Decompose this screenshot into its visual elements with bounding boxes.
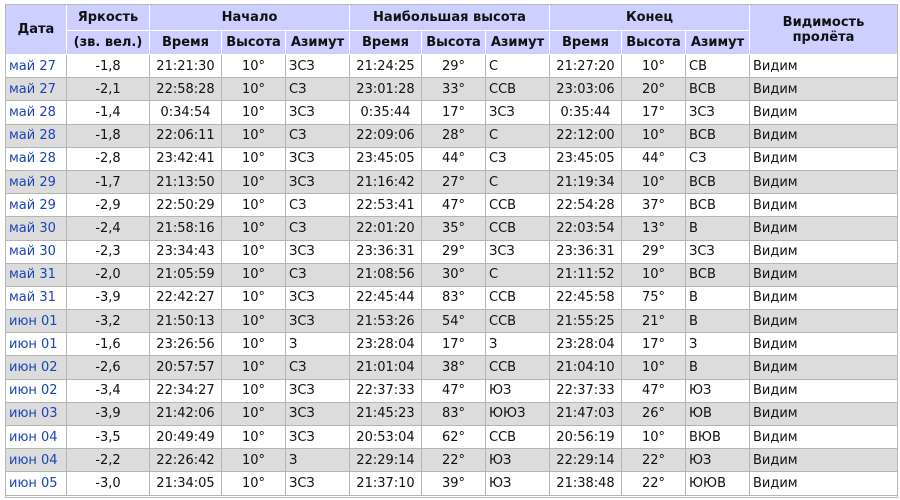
brightness-cell: -3,5 bbox=[67, 426, 150, 449]
max-azimuth-cell: ЮЗ bbox=[486, 472, 550, 495]
date-link[interactable]: май 29 bbox=[6, 194, 67, 217]
table-row bbox=[6, 148, 897, 171]
visibility-cell: Видим bbox=[750, 287, 897, 310]
start-altitude-cell: 10° bbox=[222, 403, 286, 426]
start-azimuth-cell: СЗ bbox=[286, 78, 350, 101]
max-altitude-cell: 30° bbox=[422, 264, 486, 287]
brightness-cell: -3,2 bbox=[67, 310, 150, 333]
start-altitude-cell: 10° bbox=[222, 55, 286, 78]
start-azimuth-cell: З bbox=[286, 449, 350, 472]
start-azimuth-cell: ЗСЗ bbox=[286, 148, 350, 171]
start-altitude-cell: 10° bbox=[222, 264, 286, 287]
header-max-time: Время bbox=[350, 31, 422, 55]
end-altitude-cell: 20° bbox=[622, 78, 686, 101]
visibility-cell: Видим bbox=[750, 148, 897, 171]
header-start-altitude: Высота bbox=[222, 31, 286, 55]
end-time-cell: 22:45:58 bbox=[550, 287, 622, 310]
max-azimuth-cell: З bbox=[486, 333, 550, 356]
satellite-passes-table bbox=[6, 5, 897, 496]
date-link[interactable]: май 31 bbox=[6, 264, 67, 287]
visibility-cell: Видим bbox=[750, 380, 897, 403]
brightness-cell: -3,4 bbox=[67, 380, 150, 403]
table-row bbox=[6, 264, 897, 287]
table-row bbox=[6, 241, 897, 264]
brightness-cell: -3,9 bbox=[67, 403, 150, 426]
end-azimuth-cell: ЮЗ bbox=[686, 449, 750, 472]
end-azimuth-cell: ВСВ bbox=[686, 171, 750, 194]
max-altitude-cell: 29° bbox=[422, 55, 486, 78]
date-link[interactable]: май 27 bbox=[6, 78, 67, 101]
header-start: Начало bbox=[150, 5, 350, 31]
date-link[interactable]: май 27 bbox=[6, 55, 67, 78]
visibility-cell: Видим bbox=[750, 426, 897, 449]
start-time-cell: 21:13:50 bbox=[150, 171, 222, 194]
max-azimuth-cell: ССВ bbox=[486, 356, 550, 379]
max-azimuth-cell: ССВ bbox=[486, 310, 550, 333]
max-time-cell: 21:08:56 bbox=[350, 264, 422, 287]
start-time-cell: 22:34:27 bbox=[150, 380, 222, 403]
end-azimuth-cell: В bbox=[686, 287, 750, 310]
end-altitude-cell: 21° bbox=[622, 310, 686, 333]
max-azimuth-cell: С bbox=[486, 55, 550, 78]
table-row bbox=[6, 449, 897, 472]
max-azimuth-cell: ЮЗ bbox=[486, 380, 550, 403]
start-time-cell: 21:05:59 bbox=[150, 264, 222, 287]
date-link[interactable]: май 31 bbox=[6, 287, 67, 310]
end-azimuth-cell: ВСВ bbox=[686, 194, 750, 217]
table-row bbox=[6, 333, 897, 356]
table-row bbox=[6, 356, 897, 379]
max-altitude-cell: 83° bbox=[422, 287, 486, 310]
max-altitude-cell: 33° bbox=[422, 78, 486, 101]
brightness-cell: -1,7 bbox=[67, 171, 150, 194]
max-azimuth-cell: ССВ bbox=[486, 78, 550, 101]
end-azimuth-cell: З bbox=[686, 333, 750, 356]
end-time-cell: 21:04:10 bbox=[550, 356, 622, 379]
end-azimuth-cell: СЗ bbox=[686, 148, 750, 171]
start-time-cell: 23:26:56 bbox=[150, 333, 222, 356]
end-time-cell: 22:29:14 bbox=[550, 449, 622, 472]
table-row bbox=[6, 55, 897, 78]
visibility-cell: Видим bbox=[750, 472, 897, 495]
visibility-cell: Видим bbox=[750, 241, 897, 264]
header-start-time: Время bbox=[150, 31, 222, 55]
max-time-cell: 23:01:28 bbox=[350, 78, 422, 101]
end-altitude-cell: 26° bbox=[622, 403, 686, 426]
table-row bbox=[6, 125, 897, 148]
header-brightness: Яркость bbox=[67, 5, 150, 31]
end-altitude-cell: 47° bbox=[622, 380, 686, 403]
end-time-cell: 22:12:00 bbox=[550, 125, 622, 148]
visibility-cell: Видим bbox=[750, 356, 897, 379]
brightness-cell: -2,3 bbox=[67, 241, 150, 264]
start-azimuth-cell: ЗСЗ bbox=[286, 310, 350, 333]
table-row bbox=[6, 403, 897, 426]
end-azimuth-cell: ЮЮВ bbox=[686, 472, 750, 495]
visibility-cell: Видим bbox=[750, 194, 897, 217]
start-time-cell: 20:49:49 bbox=[150, 426, 222, 449]
start-time-cell: 21:58:16 bbox=[150, 217, 222, 240]
max-time-cell: 22:53:41 bbox=[350, 194, 422, 217]
end-altitude-cell: 10° bbox=[622, 55, 686, 78]
date-link[interactable]: июн 01 bbox=[6, 310, 67, 333]
max-time-cell: 22:45:44 bbox=[350, 287, 422, 310]
max-altitude-cell: 47° bbox=[422, 194, 486, 217]
start-time-cell: 21:21:30 bbox=[150, 55, 222, 78]
visibility-cell: Видим bbox=[750, 217, 897, 240]
start-altitude-cell: 10° bbox=[222, 78, 286, 101]
start-altitude-cell: 10° bbox=[222, 171, 286, 194]
visibility-cell: Видим bbox=[750, 78, 897, 101]
table-row bbox=[6, 380, 897, 403]
start-altitude-cell: 10° bbox=[222, 356, 286, 379]
max-time-cell: 23:45:05 bbox=[350, 148, 422, 171]
max-altitude-cell: 47° bbox=[422, 380, 486, 403]
start-time-cell: 22:58:28 bbox=[150, 78, 222, 101]
table-row bbox=[6, 310, 897, 333]
end-azimuth-cell: ЮЗ bbox=[686, 380, 750, 403]
brightness-cell: -1,8 bbox=[67, 55, 150, 78]
table-row bbox=[6, 78, 897, 101]
visibility-cell: Видим bbox=[750, 449, 897, 472]
max-azimuth-cell: ССВ bbox=[486, 426, 550, 449]
end-azimuth-cell: В bbox=[686, 217, 750, 240]
end-altitude-cell: 75° bbox=[622, 287, 686, 310]
max-time-cell: 22:01:20 bbox=[350, 217, 422, 240]
header-end-altitude: Высота bbox=[622, 31, 686, 55]
table-row bbox=[6, 426, 897, 449]
end-time-cell: 22:37:33 bbox=[550, 380, 622, 403]
header-end: Конец bbox=[550, 5, 750, 31]
start-azimuth-cell: ЗСЗ bbox=[286, 472, 350, 495]
passes-table-body bbox=[6, 55, 897, 496]
end-altitude-cell: 37° bbox=[622, 194, 686, 217]
header-start-azimuth: Азимут bbox=[286, 31, 350, 55]
max-azimuth-cell: ЗСЗ bbox=[486, 101, 550, 124]
start-time-cell: 21:50:13 bbox=[150, 310, 222, 333]
max-altitude-cell: 83° bbox=[422, 403, 486, 426]
brightness-cell: -2,1 bbox=[67, 78, 150, 101]
end-altitude-cell: 22° bbox=[622, 449, 686, 472]
start-altitude-cell: 10° bbox=[222, 217, 286, 240]
end-time-cell: 22:54:28 bbox=[550, 194, 622, 217]
start-altitude-cell: 10° bbox=[222, 125, 286, 148]
end-altitude-cell: 10° bbox=[622, 171, 686, 194]
max-time-cell: 20:53:04 bbox=[350, 426, 422, 449]
date-link[interactable]: июн 02 bbox=[6, 356, 67, 379]
max-altitude-cell: 39° bbox=[422, 472, 486, 495]
max-time-cell: 0:35:44 bbox=[350, 101, 422, 124]
brightness-cell: -1,6 bbox=[67, 333, 150, 356]
end-time-cell: 22:03:54 bbox=[550, 217, 622, 240]
end-altitude-cell: 17° bbox=[622, 333, 686, 356]
max-altitude-cell: 28° bbox=[422, 125, 486, 148]
header-brightness-unit: (зв. вел.) bbox=[67, 31, 150, 55]
brightness-cell: -2,4 bbox=[67, 217, 150, 240]
date-link[interactable]: май 30 bbox=[6, 241, 67, 264]
date-link[interactable]: июн 02 bbox=[6, 380, 67, 403]
max-azimuth-cell: С bbox=[486, 264, 550, 287]
date-link[interactable]: июн 03 bbox=[6, 403, 67, 426]
end-azimuth-cell: СВ bbox=[686, 55, 750, 78]
start-altitude-cell: 10° bbox=[222, 148, 286, 171]
start-azimuth-cell: ЗСЗ bbox=[286, 55, 350, 78]
end-altitude-cell: 10° bbox=[622, 125, 686, 148]
header-end-azimuth: Азимут bbox=[686, 31, 750, 55]
start-azimuth-cell: ЗСЗ bbox=[286, 426, 350, 449]
start-altitude-cell: 10° bbox=[222, 194, 286, 217]
brightness-cell: -2,9 bbox=[67, 194, 150, 217]
max-azimuth-cell: ЮЗ bbox=[486, 449, 550, 472]
max-azimuth-cell: ЗСЗ bbox=[486, 241, 550, 264]
end-azimuth-cell: ЗСЗ bbox=[686, 101, 750, 124]
end-altitude-cell: 29° bbox=[622, 241, 686, 264]
end-altitude-cell: 22° bbox=[622, 472, 686, 495]
max-azimuth-cell: ССВ bbox=[486, 287, 550, 310]
start-azimuth-cell: СЗ bbox=[286, 356, 350, 379]
start-time-cell: 23:34:43 bbox=[150, 241, 222, 264]
end-time-cell: 21:19:34 bbox=[550, 171, 622, 194]
header-max-altitude-value: Высота bbox=[422, 31, 486, 55]
end-altitude-cell: 10° bbox=[622, 426, 686, 449]
start-time-cell: 21:42:06 bbox=[150, 403, 222, 426]
visibility-cell: Видим bbox=[750, 264, 897, 287]
end-time-cell: 23:03:06 bbox=[550, 78, 622, 101]
end-time-cell: 23:45:05 bbox=[550, 148, 622, 171]
start-azimuth-cell: ЗСЗ bbox=[286, 101, 350, 124]
visibility-cell: Видим bbox=[750, 171, 897, 194]
max-time-cell: 21:16:42 bbox=[350, 171, 422, 194]
header-end-time: Время bbox=[550, 31, 622, 55]
date-link[interactable]: июн 05 bbox=[6, 472, 67, 495]
table-row bbox=[6, 101, 897, 124]
end-altitude-cell: 44° bbox=[622, 148, 686, 171]
end-azimuth-cell: ВЮВ bbox=[686, 426, 750, 449]
brightness-cell: -1,4 bbox=[67, 101, 150, 124]
end-altitude-cell: 17° bbox=[622, 101, 686, 124]
end-time-cell: 20:56:19 bbox=[550, 426, 622, 449]
start-azimuth-cell: СЗ bbox=[286, 125, 350, 148]
max-altitude-cell: 38° bbox=[422, 356, 486, 379]
start-azimuth-cell: СЗ bbox=[286, 194, 350, 217]
end-time-cell: 21:47:03 bbox=[550, 403, 622, 426]
date-link[interactable]: июн 04 bbox=[6, 449, 67, 472]
end-time-cell: 21:11:52 bbox=[550, 264, 622, 287]
end-altitude-cell: 10° bbox=[622, 356, 686, 379]
start-azimuth-cell: СЗ bbox=[286, 264, 350, 287]
header-date: Дата bbox=[6, 5, 67, 55]
start-time-cell: 22:06:11 bbox=[150, 125, 222, 148]
max-time-cell: 21:37:10 bbox=[350, 472, 422, 495]
start-time-cell: 21:34:05 bbox=[150, 472, 222, 495]
start-azimuth-cell: З bbox=[286, 333, 350, 356]
header-max-azimuth: Азимут bbox=[486, 31, 550, 55]
max-azimuth-cell: СЗ bbox=[486, 148, 550, 171]
max-altitude-cell: 44° bbox=[422, 148, 486, 171]
start-time-cell: 0:34:54 bbox=[150, 101, 222, 124]
max-time-cell: 22:09:06 bbox=[350, 125, 422, 148]
date-link[interactable]: май 29 bbox=[6, 171, 67, 194]
end-azimuth-cell: В bbox=[686, 310, 750, 333]
table-row bbox=[6, 217, 897, 240]
max-time-cell: 21:53:26 bbox=[350, 310, 422, 333]
end-azimuth-cell: ВСВ bbox=[686, 78, 750, 101]
date-link[interactable]: июн 04 bbox=[6, 426, 67, 449]
max-altitude-cell: 17° bbox=[422, 101, 486, 124]
passes-table-container bbox=[5, 4, 898, 498]
start-altitude-cell: 10° bbox=[222, 287, 286, 310]
max-time-cell: 23:36:31 bbox=[350, 241, 422, 264]
visibility-cell: Видим bbox=[750, 333, 897, 356]
start-azimuth-cell: ЗСЗ bbox=[286, 171, 350, 194]
start-azimuth-cell: ЗСЗ bbox=[286, 403, 350, 426]
max-time-cell: 22:29:14 bbox=[350, 449, 422, 472]
end-time-cell: 21:38:48 bbox=[550, 472, 622, 495]
start-azimuth-cell: ЗСЗ bbox=[286, 241, 350, 264]
date-link[interactable]: май 28 bbox=[6, 148, 67, 171]
end-altitude-cell: 13° bbox=[622, 217, 686, 240]
start-altitude-cell: 10° bbox=[222, 310, 286, 333]
brightness-cell: -3,9 bbox=[67, 287, 150, 310]
end-azimuth-cell: ВСВ bbox=[686, 125, 750, 148]
end-time-cell: 21:55:25 bbox=[550, 310, 622, 333]
start-altitude-cell: 10° bbox=[222, 101, 286, 124]
start-altitude-cell: 10° bbox=[222, 241, 286, 264]
max-altitude-cell: 27° bbox=[422, 171, 486, 194]
max-altitude-cell: 22° bbox=[422, 449, 486, 472]
visibility-cell: Видим bbox=[750, 125, 897, 148]
start-azimuth-cell: СЗ bbox=[286, 217, 350, 240]
start-azimuth-cell: ЗСЗ bbox=[286, 380, 350, 403]
max-azimuth-cell: С bbox=[486, 125, 550, 148]
max-altitude-cell: 35° bbox=[422, 217, 486, 240]
date-link[interactable]: июн 01 bbox=[6, 333, 67, 356]
brightness-cell: -1,8 bbox=[67, 125, 150, 148]
table-row bbox=[6, 194, 897, 217]
start-altitude-cell: 10° bbox=[222, 380, 286, 403]
start-altitude-cell: 10° bbox=[222, 449, 286, 472]
start-time-cell: 22:50:29 bbox=[150, 194, 222, 217]
date-link[interactable]: май 28 bbox=[6, 101, 67, 124]
end-time-cell: 21:27:20 bbox=[550, 55, 622, 78]
start-time-cell: 23:42:41 bbox=[150, 148, 222, 171]
max-azimuth-cell: ССВ bbox=[486, 217, 550, 240]
visibility-cell: Видим bbox=[750, 55, 897, 78]
start-altitude-cell: 10° bbox=[222, 333, 286, 356]
end-azimuth-cell: ЗСЗ bbox=[686, 241, 750, 264]
max-azimuth-cell: ССВ bbox=[486, 194, 550, 217]
max-altitude-cell: 62° bbox=[422, 426, 486, 449]
end-time-cell: 23:28:04 bbox=[550, 333, 622, 356]
max-time-cell: 21:45:23 bbox=[350, 403, 422, 426]
brightness-cell: -2,2 bbox=[67, 449, 150, 472]
brightness-cell: -3,0 bbox=[67, 472, 150, 495]
start-altitude-cell: 10° bbox=[222, 472, 286, 495]
date-link[interactable]: май 30 bbox=[6, 217, 67, 240]
start-azimuth-cell: ЗСЗ bbox=[286, 287, 350, 310]
end-time-cell: 23:36:31 bbox=[550, 241, 622, 264]
max-azimuth-cell: ЮЮЗ bbox=[486, 403, 550, 426]
max-time-cell: 21:24:25 bbox=[350, 55, 422, 78]
table-row bbox=[6, 287, 897, 310]
end-azimuth-cell: В bbox=[686, 356, 750, 379]
max-altitude-cell: 29° bbox=[422, 241, 486, 264]
max-azimuth-cell: С bbox=[486, 171, 550, 194]
visibility-cell: Видим bbox=[750, 101, 897, 124]
visibility-cell: Видим bbox=[750, 310, 897, 333]
table-row bbox=[6, 472, 897, 495]
brightness-cell: -2,6 bbox=[67, 356, 150, 379]
table-row bbox=[6, 171, 897, 194]
brightness-cell: -2,8 bbox=[67, 148, 150, 171]
header-max-altitude: Наибольшая высота bbox=[350, 5, 550, 31]
start-altitude-cell: 10° bbox=[222, 426, 286, 449]
max-altitude-cell: 54° bbox=[422, 310, 486, 333]
max-time-cell: 21:01:04 bbox=[350, 356, 422, 379]
max-time-cell: 23:28:04 bbox=[350, 333, 422, 356]
end-azimuth-cell: ВСВ bbox=[686, 264, 750, 287]
end-azimuth-cell: ЮВ bbox=[686, 403, 750, 426]
brightness-cell: -2,0 bbox=[67, 264, 150, 287]
max-altitude-cell: 17° bbox=[422, 333, 486, 356]
start-time-cell: 22:26:42 bbox=[150, 449, 222, 472]
visibility-cell: Видим bbox=[750, 403, 897, 426]
max-time-cell: 22:37:33 bbox=[350, 380, 422, 403]
date-link[interactable]: май 28 bbox=[6, 125, 67, 148]
header-visibility: Видимость пролёта bbox=[750, 5, 897, 55]
start-time-cell: 20:57:57 bbox=[150, 356, 222, 379]
start-time-cell: 22:42:27 bbox=[150, 287, 222, 310]
end-time-cell: 0:35:44 bbox=[550, 101, 622, 124]
end-altitude-cell: 10° bbox=[622, 264, 686, 287]
